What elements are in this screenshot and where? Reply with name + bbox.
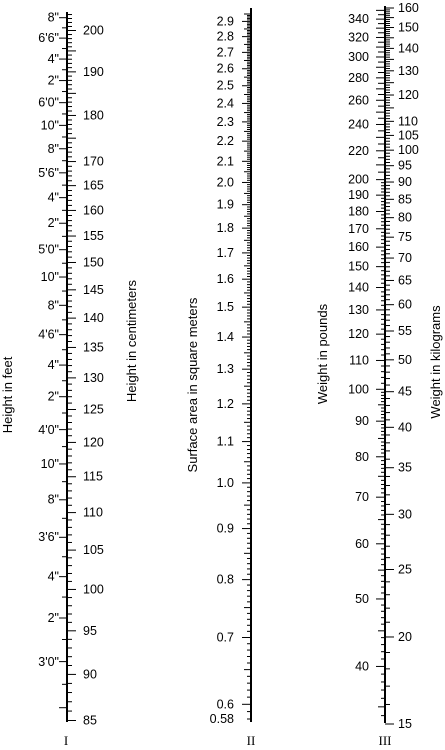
surface-area-scale-numeral: II: [246, 733, 256, 748]
weight-lb-label: 260: [348, 93, 369, 108]
height-cm-label: 155: [83, 229, 104, 244]
height-cm-label: 95: [83, 623, 97, 638]
weight-kg-label: 130: [398, 63, 419, 78]
weight-lb-label: 340: [348, 12, 369, 27]
weight-scale: [348, 1, 419, 731]
weight-lb-label: 170: [348, 221, 369, 236]
weight-kg-label: 95: [398, 158, 412, 173]
weight-kg-label: 20: [398, 629, 412, 644]
weight-kg-label: 50: [398, 352, 412, 367]
height-feet-label: 8": [47, 298, 59, 313]
height-cm-label: 165: [83, 178, 104, 193]
surface-area-label: 0.9: [216, 521, 234, 536]
height-feet-label: 2": [47, 611, 59, 626]
weight-kg-title: Weight in kilograms: [428, 305, 443, 419]
height-cm-label: 140: [83, 311, 104, 326]
weight-lb-label: 320: [348, 30, 369, 45]
height-feet-label: 5'6": [38, 166, 59, 181]
weight-kg-label: 40: [398, 420, 412, 435]
surface-area-label: 2.4: [216, 96, 234, 111]
weight-kg-label: 100: [398, 143, 419, 158]
weight-lb-label: 150: [348, 259, 369, 274]
height-cm-label: 130: [83, 370, 104, 385]
height-scale-numeral: I: [63, 733, 69, 748]
weight-kg-label: 25: [398, 562, 412, 577]
weight-kg-label: 160: [398, 1, 419, 15]
weight-kg-label: 60: [398, 297, 412, 312]
weight-kg-label: 65: [398, 273, 412, 288]
height-feet-label: 5'0": [38, 242, 59, 257]
height-cm-label: 105: [83, 543, 104, 558]
weight-lb-label: 240: [348, 117, 369, 132]
weight-lb-label: 40: [355, 659, 369, 674]
height-feet-label: 10": [40, 270, 59, 285]
weight-kg-label: 35: [398, 460, 412, 475]
weight-kg-label: 55: [398, 323, 412, 338]
height-feet-label: 4": [47, 569, 59, 584]
weight-lb-label: 80: [355, 449, 369, 464]
height-feet-label: 8": [47, 10, 59, 25]
height-cm-label: 150: [83, 255, 104, 270]
height-feet-label: 3'0": [38, 654, 59, 669]
height-cm-label: 100: [83, 582, 104, 597]
weight-kg-label: 150: [398, 20, 419, 35]
height-feet-label: 2": [47, 389, 59, 404]
height-feet-label: 4": [47, 52, 59, 67]
surface-area-label: 1.2: [216, 396, 234, 411]
weight-lb-label: 300: [348, 49, 369, 64]
surface-area-label: 1.4: [216, 330, 234, 345]
height-cm-label: 190: [83, 64, 104, 79]
height-cm-label: 90: [83, 667, 97, 682]
weight-lb-label: 180: [348, 204, 369, 219]
height-feet-label: 2": [47, 216, 59, 231]
surface-area-label: 1.7: [216, 245, 234, 260]
height-feet-label: 6'0": [38, 95, 59, 110]
weight-kg-label: 140: [398, 41, 419, 56]
surface-area-label: 1.0: [216, 475, 234, 490]
weight-lb-label: 220: [348, 143, 369, 158]
weight-kg-label: 75: [398, 230, 412, 245]
weight-kg-label: 120: [398, 88, 419, 103]
height-cm-label: 145: [83, 282, 104, 297]
surface-area-label: 2.1: [216, 154, 234, 169]
surface-area-label: 0.8: [216, 572, 234, 587]
weight-lb-label: 200: [348, 172, 369, 187]
weight-kg-label: 70: [398, 251, 412, 266]
weight-kg-label: 85: [398, 192, 412, 207]
height-feet-label: 6'6": [38, 31, 59, 46]
weight-kg-label: 105: [398, 128, 419, 143]
surface-area-label: 1.5: [216, 300, 234, 315]
height-cm-label: 180: [83, 108, 104, 123]
weight-lb-label: 110: [349, 353, 369, 368]
surface-area-label: 1.8: [216, 221, 234, 236]
surface-area-label: 1.6: [216, 272, 234, 287]
weight-lb-label: 60: [355, 536, 369, 551]
height-cm-label: 85: [83, 713, 97, 728]
weight-lb-label: 190: [348, 188, 369, 203]
weight-lb-label: 70: [355, 490, 369, 505]
surface-area-label: 0.58: [209, 712, 234, 726]
height-feet-label: 10": [40, 457, 59, 472]
height-scale: [38, 11, 104, 728]
weight-kg-label: 30: [398, 507, 412, 522]
surface-area-title: Surface area in square meters: [185, 297, 200, 473]
weight-kg-label: 90: [398, 175, 412, 190]
height-feet-title: Height in feet: [0, 356, 15, 434]
surface-area-label: 1.3: [216, 362, 234, 377]
weight-kg-label: 15: [398, 717, 412, 731]
weight-lb-label: 50: [355, 591, 369, 606]
surface-area-label: 2.9: [216, 14, 234, 29]
height-feet-label: 10": [40, 118, 59, 133]
height-cm-label: 120: [83, 435, 104, 450]
height-cm-label: 160: [83, 203, 104, 218]
height-feet-label: 4": [47, 357, 59, 372]
weight-lb-label: 140: [348, 280, 369, 295]
surface-area-label: 2.2: [216, 134, 234, 149]
surface-area-scale: [210, 8, 251, 726]
height-cm-title: Height in centimeters: [124, 279, 139, 403]
height-feet-label: 3'6": [38, 530, 59, 545]
weight-lb-title: Weight in pounds: [315, 303, 330, 405]
weight-lb-label: 100: [348, 382, 369, 397]
weight-lb-label: 280: [348, 70, 369, 85]
surface-area-label: 2.0: [216, 175, 234, 190]
surface-area-label: 2.6: [216, 61, 234, 76]
height-feet-label: 4'6": [38, 327, 59, 342]
surface-area-label: 1.9: [216, 197, 234, 212]
height-feet-label: 8": [47, 141, 59, 156]
surface-area-label: 0.7: [216, 630, 234, 645]
surface-area-label: 2.7: [216, 45, 234, 60]
height-cm-label: 115: [83, 469, 103, 484]
height-feet-label: 4": [47, 190, 59, 205]
surface-area-label: 2.5: [216, 78, 234, 93]
height-cm-label: 125: [83, 402, 104, 417]
height-cm-label: 110: [83, 505, 103, 520]
weight-lb-label: 130: [348, 302, 369, 317]
weight-kg-label: 110: [398, 114, 418, 129]
height-feet-label: 2": [47, 73, 59, 88]
weight-lb-label: 120: [348, 327, 369, 342]
weight-kg-label: 80: [398, 210, 412, 225]
weight-lb-label: 160: [348, 240, 369, 255]
surface-area-label: 2.8: [216, 29, 234, 44]
surface-area-label: 0.6: [216, 697, 234, 712]
height-cm-label: 170: [83, 154, 104, 169]
weight-scale-numeral: III: [378, 733, 392, 748]
surface-area-label: 2.3: [216, 114, 234, 129]
height-feet-label: 4'0": [38, 422, 59, 437]
surface-area-label: 1.1: [216, 434, 234, 449]
height-cm-label: 200: [83, 23, 104, 38]
weight-lb-label: 90: [355, 414, 369, 429]
weight-kg-label: 45: [398, 384, 412, 399]
height-feet-label: 8": [47, 492, 59, 507]
height-cm-label: 135: [83, 340, 104, 355]
